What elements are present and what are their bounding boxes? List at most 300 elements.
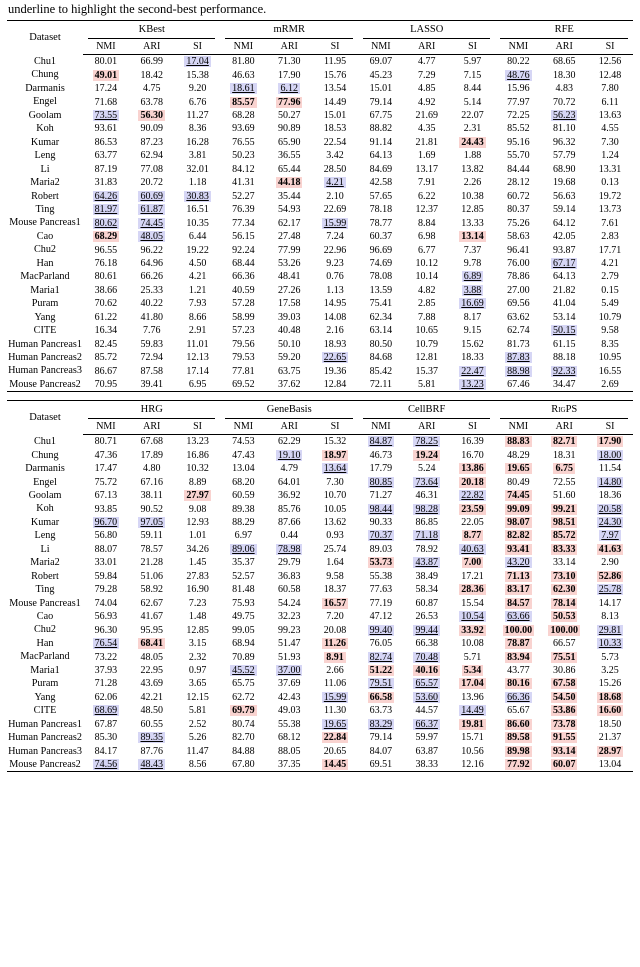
value-cell (175, 650, 221, 663)
table-row (7, 109, 633, 122)
value-cell (450, 136, 496, 149)
table-row (7, 243, 633, 256)
value-cell (83, 664, 129, 677)
value-cell (266, 163, 312, 176)
value-cell (404, 610, 450, 623)
metric-value: 13.59 (369, 284, 393, 296)
metric-value-best: 83.94 (507, 651, 530, 663)
metric-value: 15.54 (461, 597, 484, 609)
metric-value: 67.75 (369, 109, 393, 121)
metric-value: 2.85 (417, 298, 436, 310)
value-cell (175, 270, 221, 283)
metric-value: 14.08 (323, 311, 347, 323)
value-cell (541, 311, 587, 324)
value-cell (312, 650, 358, 663)
metric-value: 74.04 (94, 597, 118, 609)
value-cell (495, 230, 541, 243)
value-cell (587, 257, 633, 270)
value-cell (358, 378, 404, 392)
metric-value: 46.63 (232, 69, 255, 81)
value-cell (358, 704, 404, 717)
value-cell (129, 364, 175, 377)
value-cell (495, 378, 541, 392)
value-cell (175, 489, 221, 502)
metric-value-best: 83.33 (552, 543, 576, 555)
metric-value: 37.62 (277, 379, 301, 391)
value-cell (83, 243, 129, 256)
dataset-name: Engel (33, 476, 57, 488)
metric-value-second: 99.40 (369, 624, 393, 636)
value-cell (404, 364, 450, 377)
metric-value: 60.55 (140, 718, 163, 730)
value-cell (450, 745, 496, 758)
metric-value: 49.03 (277, 705, 301, 717)
metric-value: 10.95 (598, 352, 622, 364)
value-cell (541, 216, 587, 229)
value-cell (495, 216, 541, 229)
value-cell (312, 623, 358, 636)
metric-value: 85.52 (507, 123, 530, 135)
metric-header: ARI (404, 39, 450, 55)
value-cell (358, 324, 404, 337)
value-cell (404, 435, 450, 449)
value-cell (450, 338, 496, 351)
metric-value: 17.47 (94, 463, 118, 475)
metric-value-second: 73.55 (94, 109, 118, 121)
metric-value-second: 6.12 (280, 83, 298, 95)
value-cell (495, 82, 541, 95)
metric-value-best: 83.17 (507, 584, 530, 596)
value-cell (587, 270, 633, 283)
value-cell (83, 216, 129, 229)
metric-value: 4.75 (142, 83, 161, 95)
value-cell (358, 637, 404, 650)
value-cell (587, 82, 633, 95)
value-cell (450, 270, 496, 283)
value-cell (495, 338, 541, 351)
value-cell (175, 704, 221, 717)
metric-value: 64.96 (140, 257, 163, 269)
metric-value: 19.72 (598, 190, 622, 202)
metric-value: 18.36 (598, 490, 622, 502)
value-cell (358, 476, 404, 489)
metric-header: NMI (83, 39, 129, 55)
value-cell (450, 257, 496, 270)
metric-value: 46.73 (369, 449, 393, 461)
metric-value: 70.89 (232, 651, 255, 663)
value-cell (312, 529, 358, 542)
value-cell (175, 637, 221, 650)
value-cell (587, 149, 633, 162)
table-row (7, 203, 633, 216)
metric-value: 17.71 (598, 244, 622, 256)
value-cell (83, 449, 129, 462)
value-cell (312, 378, 358, 392)
value-cell (266, 68, 312, 81)
metric-value-best: 17.90 (598, 436, 622, 448)
value-cell (404, 664, 450, 677)
metric-value: 6.95 (188, 379, 207, 391)
metric-value-second: 30.83 (186, 190, 209, 202)
metric-value: 7.80 (601, 83, 619, 95)
metric-value: 12.81 (415, 352, 438, 364)
metric-value: 10.32 (186, 463, 209, 475)
metric-value: 68.28 (232, 109, 255, 121)
metric-value: 50.23 (232, 150, 255, 162)
metric-value-second: 76.54 (94, 638, 118, 650)
metric-value-second: 68.69 (94, 705, 118, 717)
value-cell (587, 570, 633, 583)
value-cell (129, 55, 175, 69)
metric-value: 67.68 (140, 436, 163, 448)
metric-value: 5.14 (463, 96, 482, 108)
value-cell (266, 529, 312, 542)
metric-header: ARI (129, 39, 175, 55)
method-name: KBest (88, 23, 215, 38)
value-cell (312, 745, 358, 758)
metric-value: 2.90 (601, 557, 619, 569)
metric-value: 72.25 (507, 109, 530, 121)
metric-value: 77.08 (140, 163, 163, 175)
value-cell (358, 758, 404, 772)
value-cell (450, 677, 496, 690)
value-cell (266, 502, 312, 515)
metric-header: ARI (541, 419, 587, 435)
value-cell (450, 583, 496, 596)
metric-value: 76.55 (232, 136, 255, 148)
metric-value-best: 100.00 (550, 624, 578, 636)
value-cell (129, 664, 175, 677)
metric-value: 7.88 (417, 311, 436, 323)
metric-value: 77.34 (232, 217, 255, 229)
method-header-row (7, 21, 633, 39)
metric-value: 2.32 (188, 651, 207, 663)
value-cell (83, 570, 129, 583)
value-cell (266, 95, 312, 108)
value-cell (175, 364, 221, 377)
metric-value-second: 14.49 (461, 705, 484, 717)
value-cell (129, 176, 175, 189)
metric-value: 61.15 (552, 338, 576, 350)
metric-value-second: 80.62 (94, 217, 118, 229)
value-cell (83, 623, 129, 636)
value-cell (129, 731, 175, 744)
value-cell (358, 270, 404, 283)
metric-value: 0.97 (188, 664, 207, 676)
value-cell (404, 338, 450, 351)
value-cell (175, 718, 221, 731)
metric-value: 71.27 (369, 490, 393, 502)
value-cell (450, 704, 496, 717)
value-cell (358, 190, 404, 203)
metric-value: 17.58 (277, 298, 301, 310)
value-cell (220, 610, 266, 623)
value-cell (587, 529, 633, 542)
metric-value: 22.96 (323, 244, 347, 256)
metric-value-best: 93.14 (552, 745, 576, 757)
dataset-name: Kumar (30, 516, 60, 528)
value-cell (404, 704, 450, 717)
metric-value-best: 74.45 (507, 490, 530, 502)
value-cell (358, 583, 404, 596)
table-row (7, 324, 633, 337)
metric-value: 14.17 (598, 597, 622, 609)
metric-value: 96.32 (552, 136, 576, 148)
value-cell (541, 95, 587, 108)
metric-value-second: 4.21 (326, 177, 344, 189)
table-row (7, 718, 633, 731)
dataset-name: MacParland (20, 271, 70, 283)
value-cell (129, 435, 175, 449)
metric-value: 2.69 (601, 379, 619, 391)
value-cell (129, 704, 175, 717)
value-cell (220, 311, 266, 324)
metric-value: 19.22 (186, 244, 209, 256)
value-cell (358, 149, 404, 162)
value-cell (587, 324, 633, 337)
metric-value-second: 98.28 (415, 503, 438, 515)
value-cell (129, 122, 175, 135)
value-cell (312, 311, 358, 324)
metric-value: 89.03 (369, 543, 393, 555)
metric-value: 13.04 (232, 463, 255, 475)
value-cell (541, 718, 587, 731)
metric-value: 50.10 (277, 338, 301, 350)
metric-value: 13.23 (186, 436, 209, 448)
value-cell (358, 351, 404, 364)
value-cell (495, 637, 541, 650)
method-header (495, 21, 633, 39)
value-cell (129, 284, 175, 297)
metric-value: 70.62 (94, 298, 118, 310)
dataset-name: Mouse Pancreas2 (9, 378, 81, 390)
value-cell (404, 476, 450, 489)
metric-value-second: 7.97 (601, 530, 619, 542)
value-cell (587, 216, 633, 229)
value-cell (175, 476, 221, 489)
value-cell (495, 243, 541, 256)
value-cell (587, 731, 633, 744)
value-cell (404, 502, 450, 515)
table-row (7, 136, 633, 149)
value-cell (541, 378, 587, 392)
metric-value: 81.48 (232, 584, 255, 596)
value-cell (587, 597, 633, 610)
value-cell (266, 597, 312, 610)
metric-value-second: 19.10 (277, 449, 301, 461)
value-cell (404, 176, 450, 189)
value-cell (312, 149, 358, 162)
metric-value: 51.47 (277, 638, 301, 650)
metric-value: 22.95 (140, 664, 163, 676)
value-cell (175, 149, 221, 162)
metric-value: 80.71 (94, 436, 118, 448)
metric-value: 85.42 (369, 365, 393, 377)
table-row (7, 543, 633, 556)
metric-value-best: 5.34 (463, 664, 482, 676)
value-cell (404, 163, 450, 176)
metric-value-second: 25.78 (598, 584, 622, 596)
value-cell (541, 55, 587, 69)
value-cell (266, 718, 312, 731)
metric-value: 2.52 (188, 718, 207, 730)
metric-value: 1.13 (326, 284, 344, 296)
dataset-name: MacParland (20, 651, 70, 663)
value-cell (404, 516, 450, 529)
value-cell (220, 758, 266, 772)
value-cell (83, 324, 129, 337)
metric-value: 64.01 (277, 476, 301, 488)
metric-value-second: 79.51 (369, 678, 393, 690)
metric-value: 13.82 (461, 163, 484, 175)
metric-value-second: 78.98 (277, 543, 301, 555)
metric-value: 37.93 (94, 664, 118, 676)
dataset-name: CITE (33, 705, 57, 717)
metric-value-best: 8.77 (463, 530, 482, 542)
metric-value: 7.20 (326, 611, 344, 623)
value-cell (404, 677, 450, 690)
value-cell (358, 610, 404, 623)
metric-value-best: 69.79 (232, 705, 255, 717)
table-row (7, 257, 633, 270)
metric-value: 8.66 (188, 311, 207, 323)
value-cell (220, 190, 266, 203)
metric-value: 64.12 (552, 217, 576, 229)
value-cell (587, 664, 633, 677)
metric-value: 78.77 (369, 217, 393, 229)
metric-value: 48.05 (140, 651, 163, 663)
value-cell (129, 230, 175, 243)
value-cell (129, 623, 175, 636)
value-cell (83, 462, 129, 475)
metric-value: 70.72 (552, 96, 576, 108)
metric-value-best: 13.86 (461, 463, 484, 475)
value-cell (495, 297, 541, 310)
metric-value-best: 98.07 (507, 516, 530, 528)
metric-value: 15.32 (323, 436, 347, 448)
value-cell (358, 597, 404, 610)
metric-value: 2.10 (326, 190, 344, 202)
metric-value: 5.26 (188, 732, 207, 744)
metric-header-row (7, 39, 633, 55)
metric-value-best: 93.41 (507, 543, 530, 555)
table-row (7, 176, 633, 189)
value-cell (450, 216, 496, 229)
metric-value-best: 19.65 (507, 463, 530, 475)
value-cell (404, 149, 450, 162)
metric-header: NMI (83, 419, 129, 435)
value-cell (495, 516, 541, 529)
metric-value: 67.87 (94, 718, 118, 730)
metric-value-second: 13.23 (461, 379, 484, 391)
value-cell (541, 556, 587, 569)
metric-value-second: 6.89 (463, 271, 482, 283)
value-cell (587, 610, 633, 623)
metric-header: SI (175, 39, 221, 55)
value-cell (495, 435, 541, 449)
value-cell (495, 109, 541, 122)
metric-value: 79.53 (232, 352, 255, 364)
metric-value: 38.66 (94, 284, 118, 296)
metric-value: 68.44 (232, 257, 255, 269)
value-cell (450, 610, 496, 623)
dataset-name: Cao (36, 611, 54, 623)
dataset-name: Li (40, 543, 50, 555)
value-cell (312, 691, 358, 704)
value-cell (450, 190, 496, 203)
metric-value: 19.68 (552, 177, 576, 189)
value-cell (312, 82, 358, 95)
metric-value: 68.65 (552, 56, 576, 68)
metric-value: 75.72 (94, 476, 118, 488)
dataset-name: Robert (31, 190, 59, 202)
metric-value: 2.79 (601, 271, 619, 283)
metric-value-best: 23.59 (461, 503, 484, 515)
value-cell (541, 338, 587, 351)
value-cell (541, 543, 587, 556)
value-cell (175, 731, 221, 744)
metric-value: 42.58 (369, 177, 393, 189)
value-cell (358, 136, 404, 149)
value-cell (175, 664, 221, 677)
value-cell (129, 637, 175, 650)
metric-value: 62.67 (140, 597, 163, 609)
value-cell (358, 731, 404, 744)
metric-value: 51.93 (277, 651, 301, 663)
value-cell (450, 378, 496, 392)
value-cell (404, 109, 450, 122)
metric-value: 93.85 (94, 503, 118, 515)
value-cell (450, 109, 496, 122)
table-row (7, 216, 633, 229)
dataset-name: Leng (34, 530, 56, 542)
value-cell (129, 718, 175, 731)
metric-value: 66.36 (232, 271, 255, 283)
value-cell (266, 543, 312, 556)
metric-value-best: 28.36 (461, 584, 484, 596)
value-cell (129, 476, 175, 489)
metric-value-best: 84.57 (507, 597, 530, 609)
table-row (7, 745, 633, 758)
value-cell (83, 55, 129, 69)
metric-value: 80.01 (94, 56, 118, 68)
value-cell (541, 731, 587, 744)
metric-value: 74.53 (232, 436, 255, 448)
value-cell (175, 55, 221, 69)
metric-value: 52.57 (232, 570, 255, 582)
metric-value: 2.26 (463, 177, 482, 189)
value-cell (450, 311, 496, 324)
value-cell (129, 556, 175, 569)
value-cell (220, 163, 266, 176)
value-cell (312, 449, 358, 462)
metric-value-best: 44.18 (277, 177, 301, 189)
value-cell (266, 149, 312, 162)
metric-value: 16.55 (598, 365, 622, 377)
metric-value: 17.21 (461, 570, 484, 582)
metric-value: 2.66 (326, 664, 344, 676)
metric-value: 62.72 (232, 691, 255, 703)
metric-value: 8.44 (463, 83, 482, 95)
value-cell (450, 637, 496, 650)
metric-value: 6.11 (601, 96, 619, 108)
value-cell (404, 489, 450, 502)
value-cell (450, 489, 496, 502)
value-cell (220, 216, 266, 229)
value-cell (129, 82, 175, 95)
value-cell (129, 190, 175, 203)
metric-value: 11.27 (186, 109, 209, 121)
